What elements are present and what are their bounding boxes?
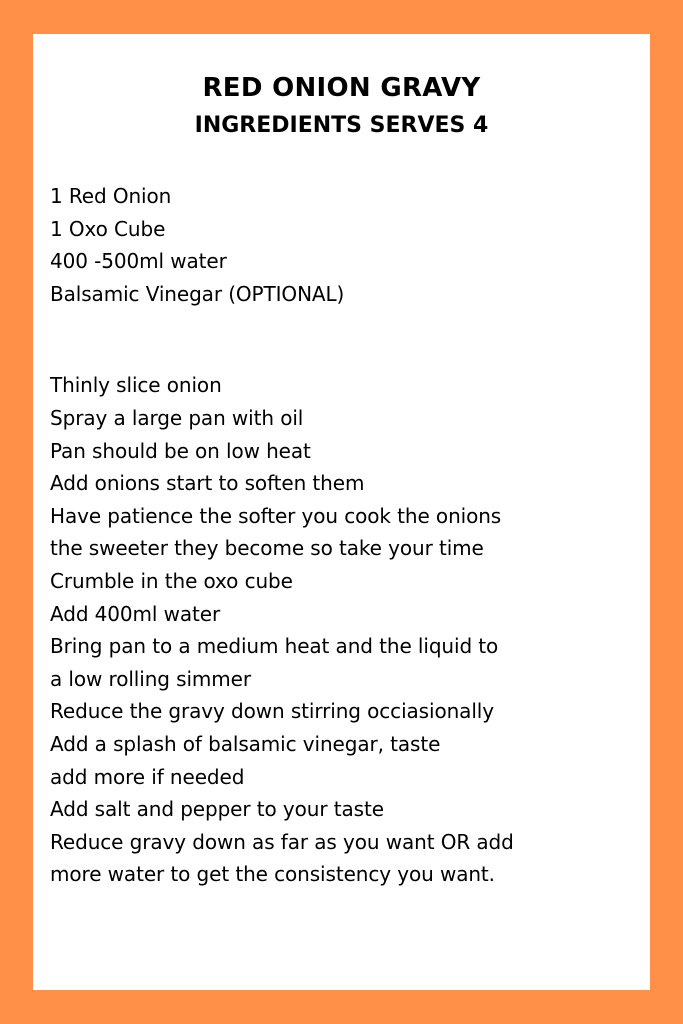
- ingredient-item: 1 Oxo Cube: [50, 216, 166, 241]
- method-line: Add a splash of balsamic vinegar, taste: [50, 731, 441, 756]
- method-line: Spray a large pan with oil: [50, 405, 304, 430]
- recipe-title: RED ONION GRAVY: [202, 73, 481, 103]
- method-line: Thinly slice onion: [50, 373, 222, 398]
- method-line: Add onions start to soften them: [50, 471, 365, 496]
- method-line: Bring pan to a medium heat and the liquid to: [50, 634, 499, 659]
- method-line: more water to get the consistency you want.: [50, 862, 495, 887]
- method-line: a low rolling simmer: [50, 666, 252, 691]
- method-line: Add 400ml water: [50, 601, 221, 626]
- ingredient-item: Balsamic Vinegar (OPTIONAL): [50, 281, 345, 306]
- ingredient-item: 1 Red Onion: [50, 184, 172, 208]
- method-line: Reduce gravy down as far as you want OR add: [50, 829, 514, 854]
- method-line: Pan should be on low heat: [50, 438, 311, 463]
- ingredients-heading: INGREDIENTS SERVES 4: [194, 113, 489, 138]
- method-line: Reduce the gravy down stirring occiasionally: [50, 699, 494, 724]
- method-line: the sweeter they become so take your time: [50, 536, 484, 561]
- ingredients-list: [50, 180, 650, 310]
- method-line: Crumble in the oxo cube: [50, 568, 293, 593]
- method-line: Have patience the softer you cook the onions: [50, 503, 502, 528]
- method-line: Add salt and pepper to your taste: [50, 797, 384, 822]
- recipe-card: [33, 34, 650, 990]
- method-line: add more if needed: [50, 764, 245, 789]
- ingredient-item: 400 -500ml water: [50, 249, 227, 274]
- method-steps: [50, 369, 650, 891]
